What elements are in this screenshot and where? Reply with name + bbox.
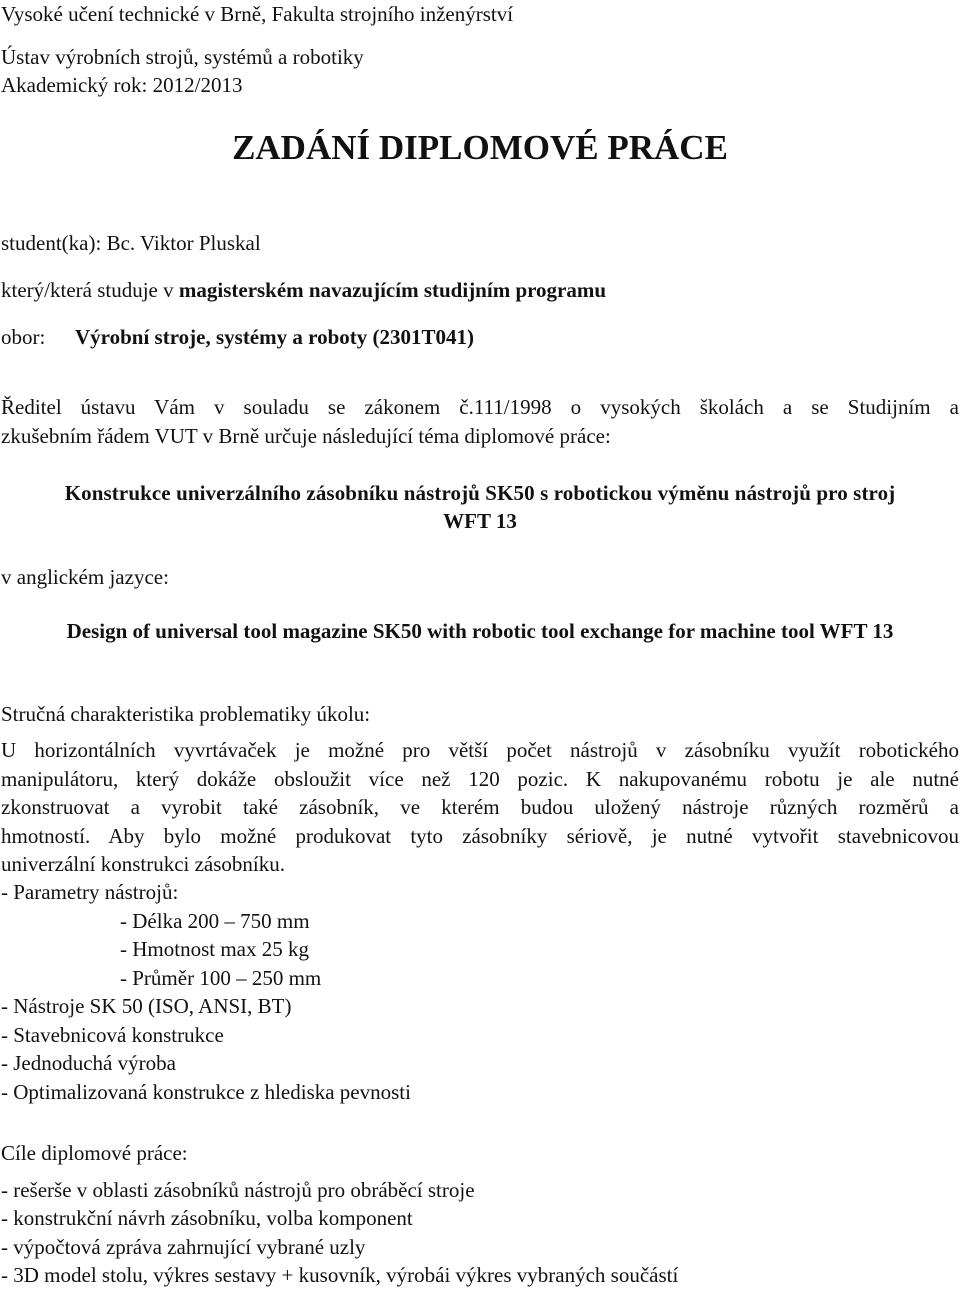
program-name: magisterském navazujícím studijním programu xyxy=(178,278,607,302)
goal-item: - výpočtová zpráva zahrnující vybrané uzly xyxy=(1,1235,366,1259)
requirement-item: - Nástroje SK 50 (ISO, ANSI, BT) xyxy=(1,994,292,1018)
field-line xyxy=(1,323,959,351)
university-line: Vysoké učení technické v Brně, Fakulta strojního inženýrství xyxy=(1,2,514,26)
goal-item: - konstrukční návrh zásobníku, volba komponent xyxy=(1,1206,413,1230)
program-prefix: který/která studuje v xyxy=(1,278,179,302)
topic-cz-line-1: Konstrukce univerzálního zásobníku nástrojů SK50 s robotickou výměnu nástrojů pro stroj xyxy=(64,481,896,505)
field-label: obor: xyxy=(1,325,46,349)
characteristics-line-5: univerzální konstrukci zásobníku. xyxy=(1,852,286,876)
param-weight: - Hmotnost max 25 kg xyxy=(120,937,309,961)
param-length: - Délka 200 – 750 mm xyxy=(120,909,310,933)
params-heading: - Parametry nástrojů: xyxy=(1,880,179,904)
goal-item: - 3D model stolu, výkres sestavy + kusovník, výrobái výkres vybraných součástí xyxy=(1,1263,679,1287)
academic-year-line: Akademický rok: 2012/2013 xyxy=(1,73,243,97)
student-name: Bc. Viktor Pluskal xyxy=(106,231,261,255)
field-name: Výrobní stroje, systémy a roboty (2301T041) xyxy=(75,325,474,349)
goals-heading: Cíle diplomové práce: xyxy=(1,1141,188,1165)
student-line xyxy=(1,229,959,257)
topic-en: Design of universal tool magazine SK50 with robotic tool exchange for machine tool WFT 13 xyxy=(66,619,894,643)
characteristics-line-2: manipulátoru, který dokáže obsloužit více než 120 pozic. K nakupovanému robotu je ale nutné xyxy=(1,767,959,791)
program-line xyxy=(1,276,959,304)
goal-item: - rešerše v oblasti zásobníků nástrojů pro obráběcí stroje xyxy=(1,1178,475,1202)
characteristics-line-4: hmotností. Aby bylo možné produkovat tyto zásobníky sériově, je nutné vytvořit stavebnicovou xyxy=(1,824,959,848)
requirement-item: - Jednoduchá výroba xyxy=(1,1051,176,1075)
requirement-item: - Stavebnicová konstrukce xyxy=(1,1023,224,1047)
intro-line-2: zkušebním řádem VUT v Brně určuje následující téma diplomové práce: xyxy=(1,424,611,448)
characteristics-heading: Stručná charakteristika problematiky úkolu: xyxy=(1,702,371,726)
intro-line-1: Ředitel ústavu Vám v souladu se zákonem č.111/1998 o vysokých školách a se Studijním a xyxy=(1,395,959,419)
institute-line: Ústav výrobních strojů, systémů a robotiky xyxy=(1,45,364,69)
topic-cz-line-2: WFT 13 xyxy=(443,509,517,533)
page-title: ZADÁNÍ DIPLOMOVÉ PRÁCE xyxy=(232,128,728,167)
param-diameter: - Průměr 100 – 250 mm xyxy=(120,966,322,990)
requirement-item: - Optimalizovaná konstrukce z hlediska pevnosti xyxy=(1,1080,411,1104)
english-label: v anglickém jazyce: xyxy=(1,565,169,589)
characteristics-line-1: U horizontálních vyvrtávaček je možné pro větší počet nástrojů v zásobníku využít robotického xyxy=(1,738,959,762)
characteristics-line-3: zkonstruovat a vyrobit také zásobník, ve kterém budou uložený nástroje různých rozměrů a xyxy=(1,795,959,819)
student-label: student(ka): xyxy=(1,231,107,255)
